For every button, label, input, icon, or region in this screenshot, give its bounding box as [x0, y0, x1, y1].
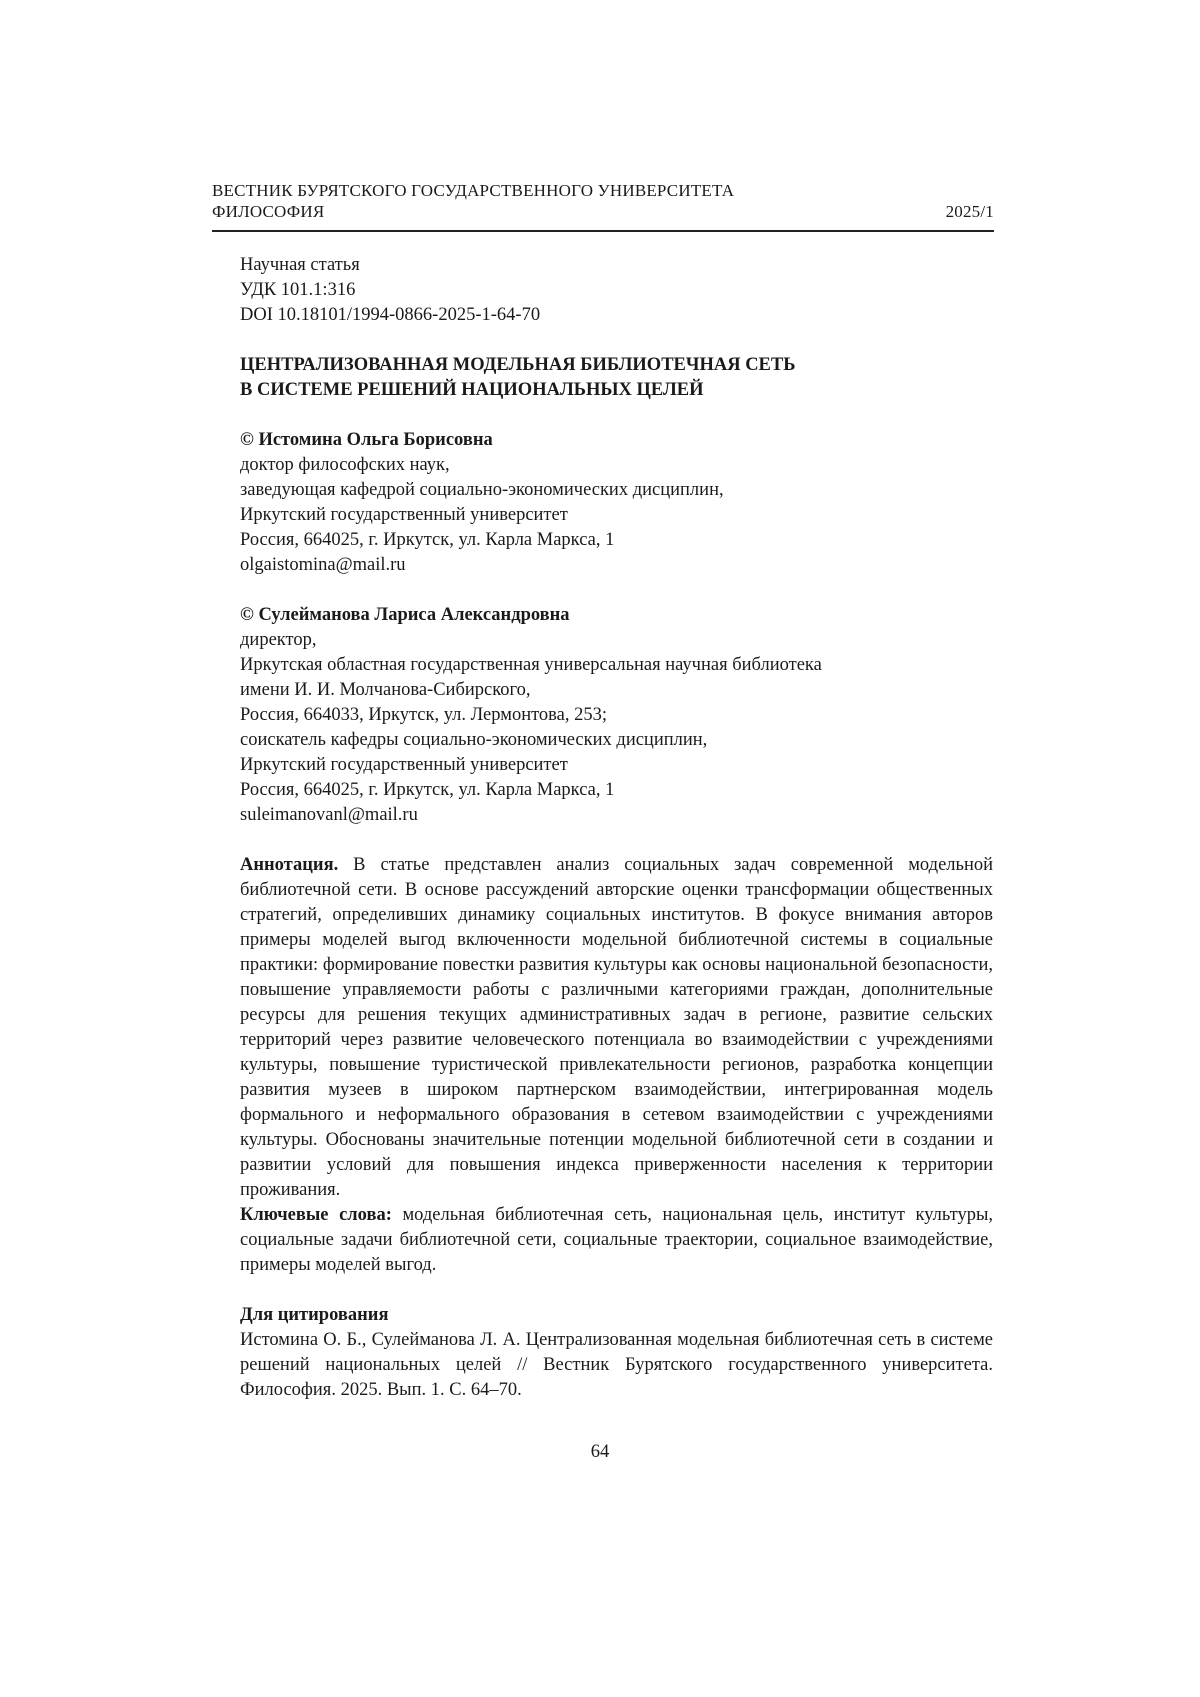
author-name: © Истомина Ольга Борисовна — [240, 428, 993, 453]
article-title-line: В СИСТЕМЕ РЕШЕНИЙ НАЦИОНАЛЬНЫХ ЦЕЛЕЙ — [240, 378, 993, 403]
abstract-text: В статье представлен анализ социальных задач современной модельной библиотечной сети. В основе рассуждений авторские оценки трансформации общественных стратегий, определивших динамику социальных институтов. В фокусе внимания авторов примеры моделей выгод включенности модельной библиотечной системы в социальные практики: формирование повестки развития культуры как основы национальной безопасности, повышение управляемости работы с различными категориями граждан, дополнительные ресурсы для решения текущих административных задач в регионе, развитие сельских территорий через развитие человеческого потенциала во взаимодействии с учреждениями культуры, повышение туристической привлекательности регионов, разработка концепции развития музеев в широком партнерском взаимодействии, интегрированная модель формального и неформального образования в сетевом взаимодействии с учреждениями культуры. Обоснованы значительные потенции модельной библиотечной сети в создании и развитии условий для повышения индекса приверженности населения к территории проживания. — [240, 855, 993, 1200]
article-front-matter — [240, 253, 993, 1403]
article-title-line: ЦЕНТРАЛИЗОВАННАЯ МОДЕЛЬНАЯ БИБЛИОТЕЧНАЯ СЕТЬ — [240, 353, 993, 378]
abstract — [240, 853, 993, 1203]
author-position: заведующая кафедрой социально-экономических дисциплин, — [240, 478, 993, 503]
udk-code: УДК 101.1:316 — [240, 278, 993, 303]
author-position: соискатель кафедры социально-экономических дисциплин, — [240, 728, 993, 753]
keywords-label: Ключевые слова: — [240, 1205, 402, 1225]
author-block — [240, 428, 993, 578]
author-address: Россия, 664025, г. Иркутск, ул. Карла Маркса, 1 — [240, 528, 993, 553]
journal-title: ВЕСТНИК БУРЯТСКОГО ГОСУДАРСТВЕННОГО УНИВЕРСИТЕТА — [212, 180, 994, 201]
page-number: 64 — [0, 1442, 1200, 1463]
author-address: Россия, 664033, Иркутск, ул. Лермонтова, 253; — [240, 703, 993, 728]
article-type: Научная статья — [240, 253, 993, 278]
journal-issue: 2025/1 — [946, 201, 994, 222]
author-address: Россия, 664025, г. Иркутск, ул. Карла Маркса, 1 — [240, 778, 993, 803]
author-affiliation: Иркутский государственный университет — [240, 753, 993, 778]
author-affiliation: имени И. И. Молчанова-Сибирского, — [240, 678, 993, 703]
author-affiliation: Иркутский государственный университет — [240, 503, 993, 528]
author-block — [240, 603, 993, 828]
header-divider — [212, 230, 994, 232]
citation-text: Истомина О. Б., Сулейманова Л. А. Централизованная модельная библиотечная сеть в системе решений национальных целей // Вестник Бурятского государственного университета. Философия. 2025. Вып. 1. С. 64–70. — [240, 1328, 993, 1403]
abstract-label: Аннотация. — [240, 855, 353, 875]
article-title — [240, 353, 993, 403]
citation-label: Для цитирования — [240, 1303, 993, 1328]
article-meta — [240, 253, 993, 328]
journal-section: ФИЛОСОФИЯ — [212, 201, 324, 222]
author-degree: доктор философских наук, — [240, 453, 993, 478]
keywords — [240, 1203, 993, 1278]
journal-header — [212, 180, 994, 222]
citation — [240, 1303, 993, 1403]
author-affiliation: Иркутская областная государственная универсальная научная библиотека — [240, 653, 993, 678]
doi: DOI 10.18101/1994-0866-2025-1-64-70 — [240, 303, 993, 328]
author-position: директор, — [240, 628, 993, 653]
author-name: © Сулейманова Лариса Александровна — [240, 603, 993, 628]
keywords-text: модельная библиотечная сеть, национальная цель, институт культуры, социальные задачи библиотечной сети, социальные траектории, социальное взаимодействие, примеры моделей выгод. — [240, 1205, 993, 1275]
author-email: olgaistomina@mail.ru — [240, 553, 993, 578]
author-email: suleimanovanl@mail.ru — [240, 803, 993, 828]
